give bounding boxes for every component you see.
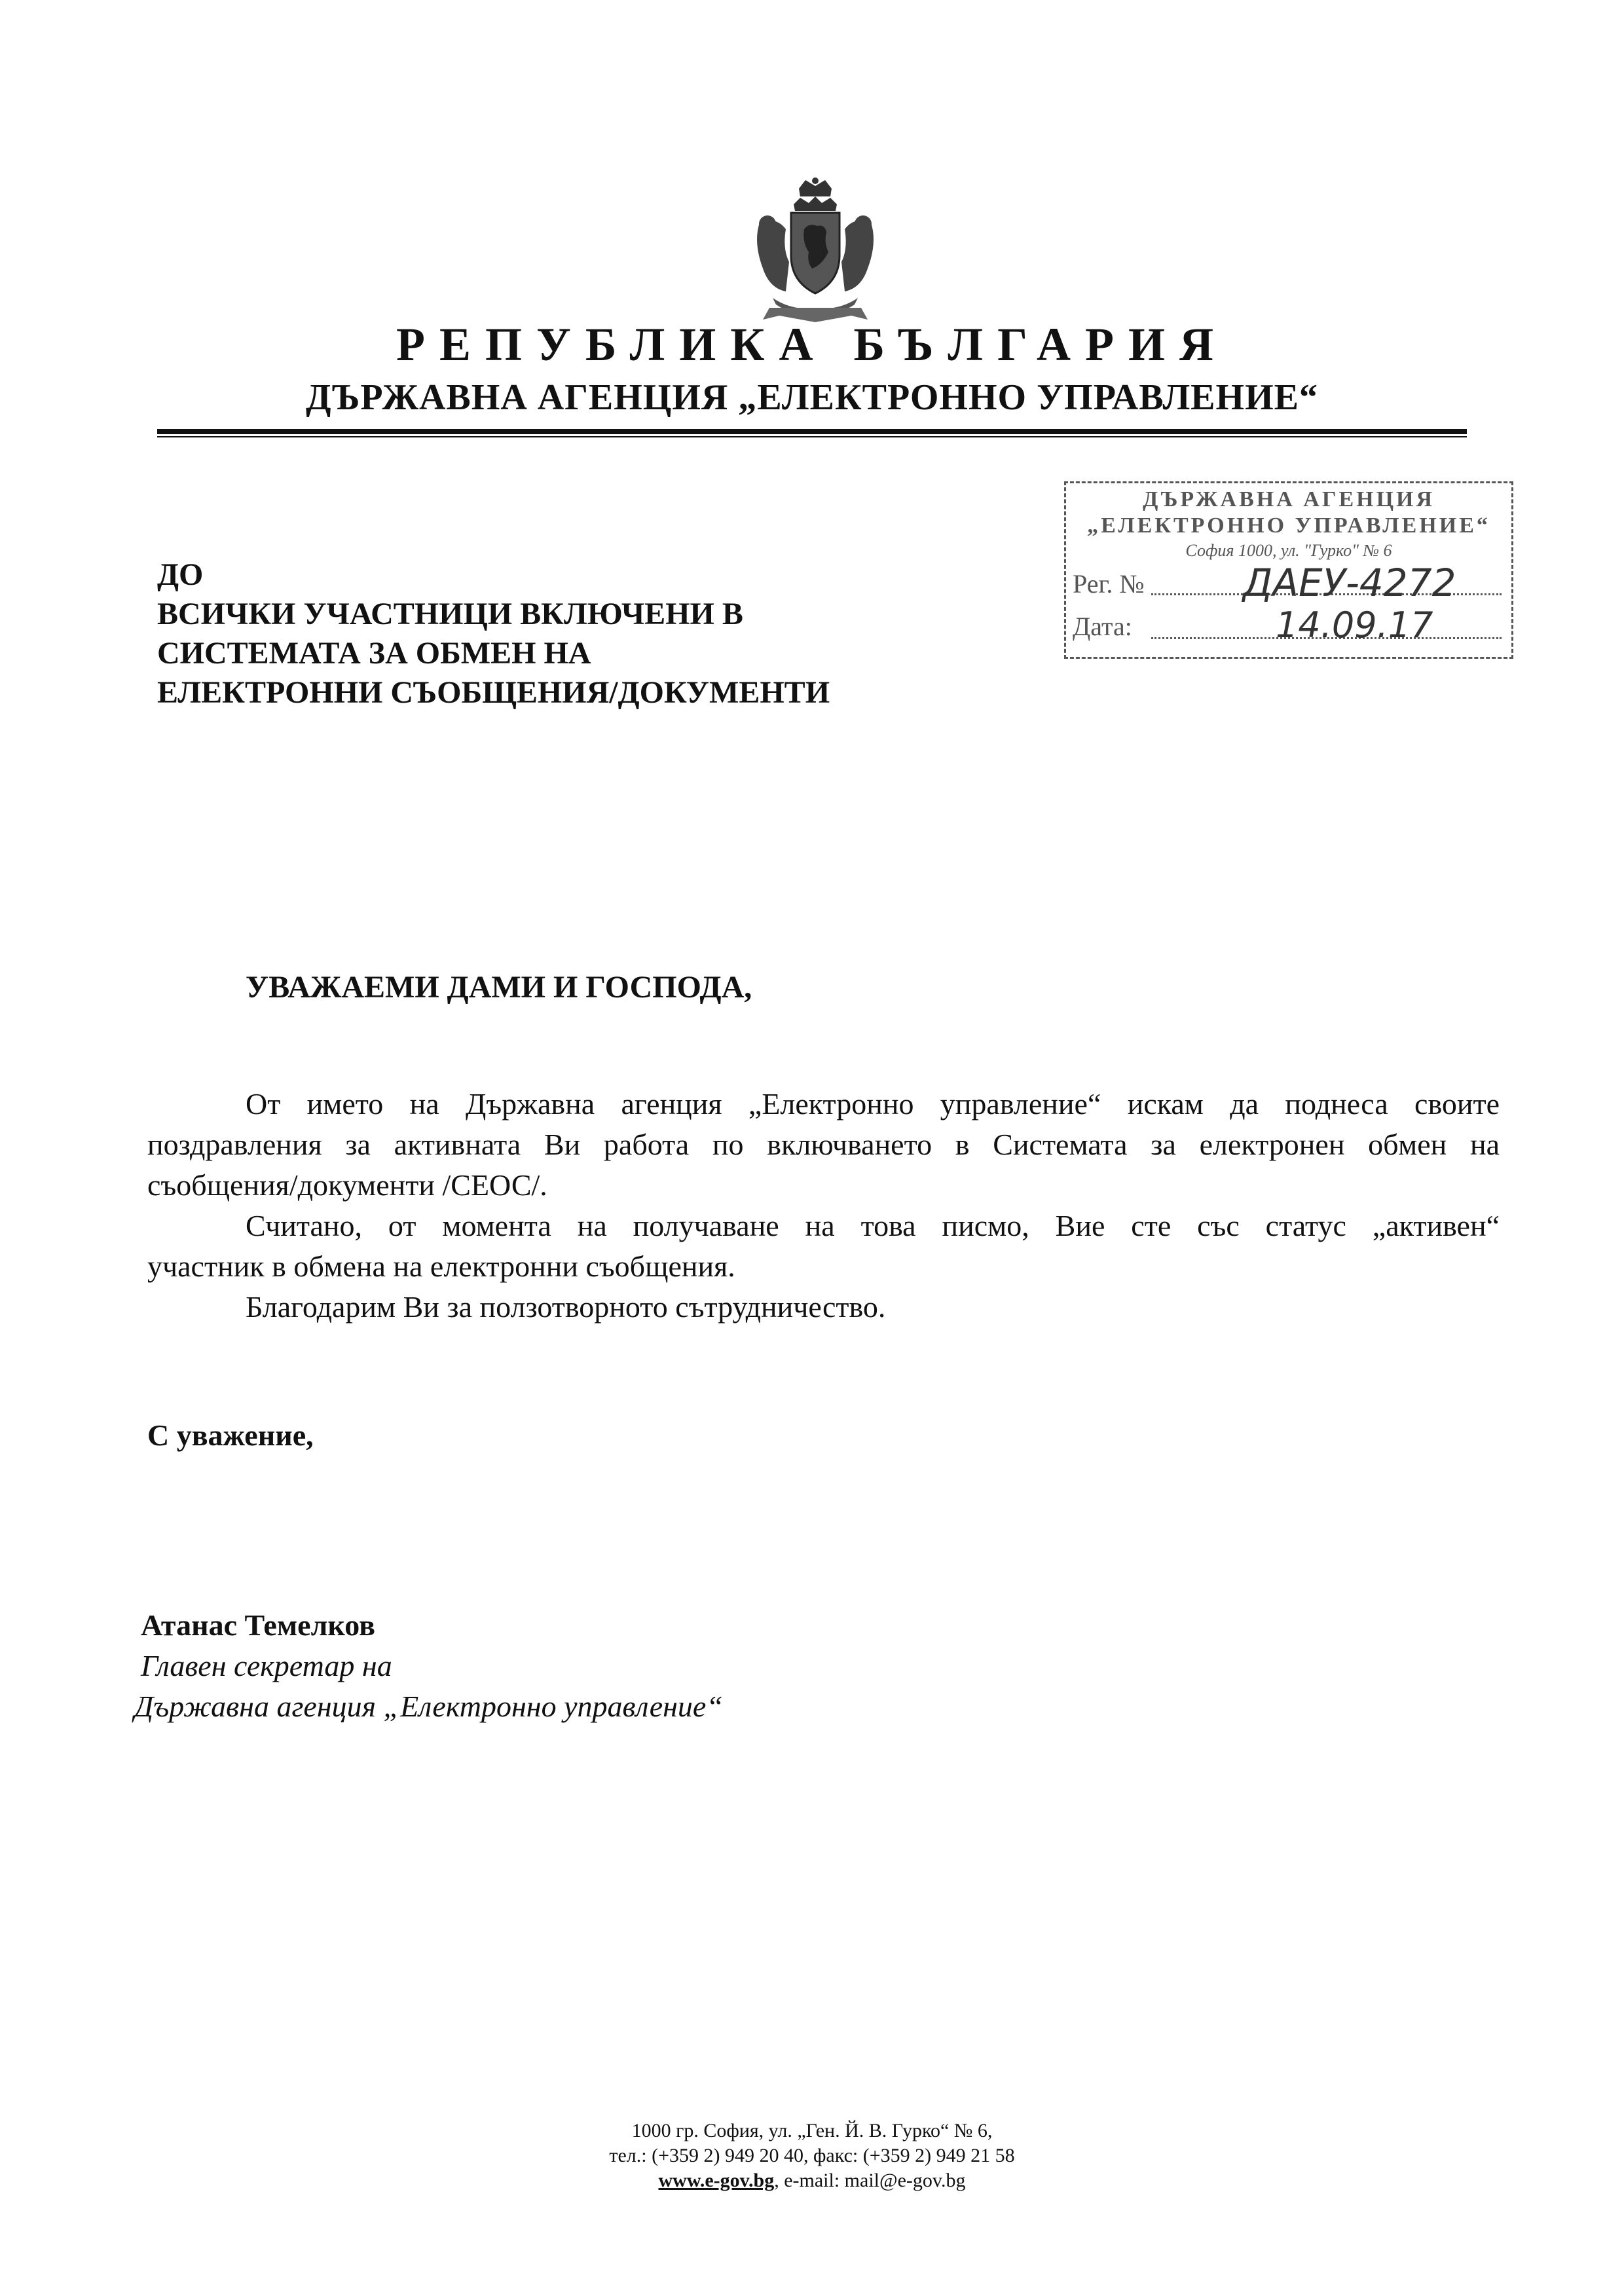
addressee-line: ВСИЧКИ УЧАСТНИЦИ ВКЛЮЧЕНИ В xyxy=(157,597,743,631)
body-line: Благодарим Ви за ползотворното сътрудничество. xyxy=(246,1290,886,1324)
stamp-reg-number: ДАЕУ-4272 xyxy=(1243,561,1456,605)
stamp-address: София 1000, ул. "Гурко" № 6 xyxy=(1185,541,1392,560)
signer-name: Атанас Темелков xyxy=(141,1608,376,1642)
stamp-reg-label: Рег. № xyxy=(1073,569,1145,599)
body-line: От името на Държавна агенция „Електронно управление“ искам да поднеса своите xyxy=(246,1087,1500,1120)
coat-of-arms-of-bulgaria-icon xyxy=(747,177,884,327)
stamp-agency-name: „ЕЛЕКТРОННО УПРАВЛЕНИЕ“ xyxy=(1087,513,1490,538)
footer-address: 1000 гр. София, ул. „Ген. Й. В. Гурко“ № 6, xyxy=(631,2120,993,2141)
addressee-to: ДО xyxy=(157,557,204,592)
addressee-line: ЕЛЕКТРОННИ СЪОБЩЕНИЯ/ДОКУМЕНТИ xyxy=(157,675,830,710)
agency-title: ДЪРЖАВНА АГЕНЦИЯ „ЕЛЕКТРОННО УПРАВЛЕНИЕ“ xyxy=(306,377,1318,418)
salutation: УВАЖАЕМИ ДАМИ И ГОСПОДА, xyxy=(246,970,752,1005)
closing: С уважение, xyxy=(147,1418,314,1452)
registration-stamp xyxy=(1064,481,1513,659)
footer-website-link[interactable]: www.e-gov.bg xyxy=(658,2170,775,2191)
addressee-line: СИСТЕМАТА ЗА ОБМЕН НА xyxy=(157,636,591,671)
signer-organization: Държавна агенция „Електронно управление“ xyxy=(134,1690,723,1723)
footer-phones: тел.: (+359 2) 949 20 40, факс: (+359 2) 949 21 58 xyxy=(609,2145,1015,2166)
republic-title: РЕПУБЛИКА БЪЛГАРИЯ xyxy=(396,318,1228,371)
stamp-agency-line: ДЪРЖАВНА АГЕНЦИЯ xyxy=(1142,487,1435,511)
body-line: поздравления за активната Ви работа по включването в Системата за електронен обмен на xyxy=(147,1128,1500,1161)
body-line: съобщения/документи /СЕОС/. xyxy=(147,1168,547,1202)
signer-title: Главен секретар на xyxy=(141,1649,392,1682)
body-line: участник в обмена на електронни съобщения. xyxy=(147,1250,735,1283)
body-line: Считано, от момента на получаване на това писмо, Вие сте със статус „активен“ xyxy=(246,1209,1500,1242)
footer-contacts xyxy=(0,2170,1624,2192)
footer-email: , e-mail: mail@e-gov.bg xyxy=(774,2170,966,2191)
header-divider xyxy=(157,429,1467,438)
stamp-date-value: 14.09.17 xyxy=(1276,604,1433,646)
stamp-date-label: Дата: xyxy=(1073,612,1132,641)
